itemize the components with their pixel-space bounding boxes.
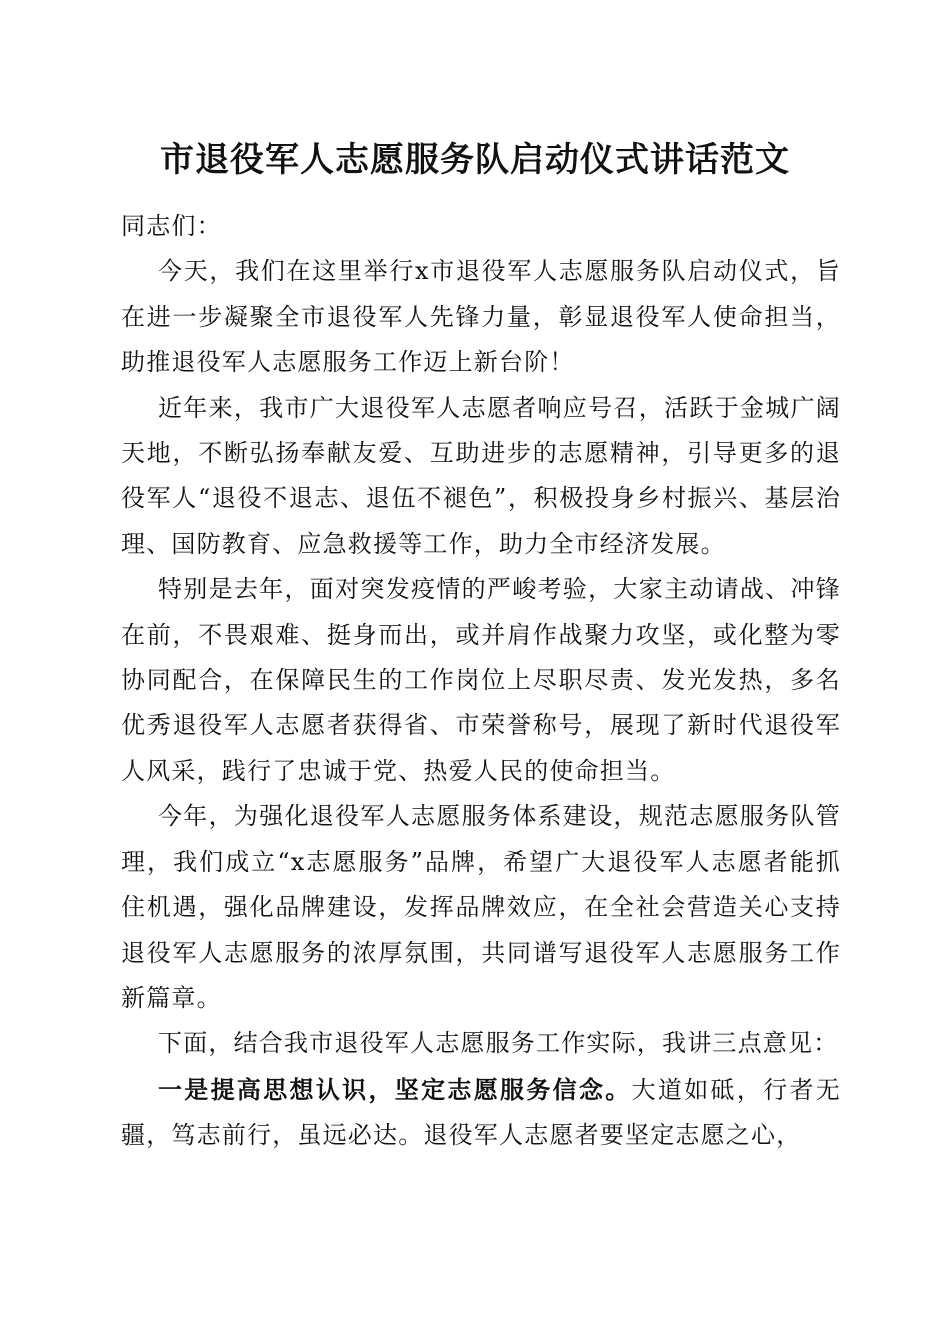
paragraph-point-one bbox=[121, 1067, 841, 1159]
paragraph-three-points: 下面，结合我市退役军人志愿服务工作实际，我讲三点意见： bbox=[158, 1029, 839, 1058]
paragraph-this-year: 今年，为强化退役军人志愿服务体系建设，规范志愿服务队管理，我们成立“x志愿服务”品牌，希望广大退役军人志愿者能抓住机遇，强化品牌建设，发挥品牌效应，在全社会营造关心支持退役军人志愿服务的浓厚氛围，共同谱写退役军人志愿服务工作新篇章。 bbox=[121, 802, 841, 1012]
point-one-text: 大道如砥，行者无疆，笃志前行，虽远必达。退役军人志愿者要坚定志愿之心， bbox=[121, 1075, 841, 1150]
salutation: 同志们： bbox=[121, 212, 222, 240]
paragraph-opening: 今天，我们在这里举行x市退役军人志愿服务队启动仪式，旨在进一步凝聚全市退役军人先锋力量，彰显退役军人使命担当，助推退役军人志愿服务工作迈上新台阶！ bbox=[121, 257, 841, 377]
document-body bbox=[121, 204, 841, 1159]
point-one-heading: 一是提高思想认识，坚定志愿服务信念。 bbox=[158, 1074, 632, 1104]
paragraph-recent-years: 近年来，我市广大退役军人志愿者响应号召，活跃于金城广阔天地，不断弘扬奉献友爱、互助进步的志愿精神，引导更多的退役军人“退役不退志、退伍不褪色”，积极投身乡村振兴、基层治理、国防教育、应急救援等工作，助力全市经济发展。 bbox=[121, 393, 841, 558]
document-title: 市退役军人志愿服务队启动仪式讲话范文 bbox=[160, 140, 790, 180]
paragraph-last-year: 特别是去年，面对突发疫情的严峻考验，大家主动请战、冲锋在前，不畏艰难、挺身而出，或并肩作战聚力攻坚，或化整为零协同配合，在保障民生的工作岗位上尽职尽责、发光发热，多名优秀退役军人志愿者获得省、市荣誉称号，展现了新时代退役军人风采，践行了忠诚于党、热爱人民的使命担当。 bbox=[121, 575, 841, 785]
